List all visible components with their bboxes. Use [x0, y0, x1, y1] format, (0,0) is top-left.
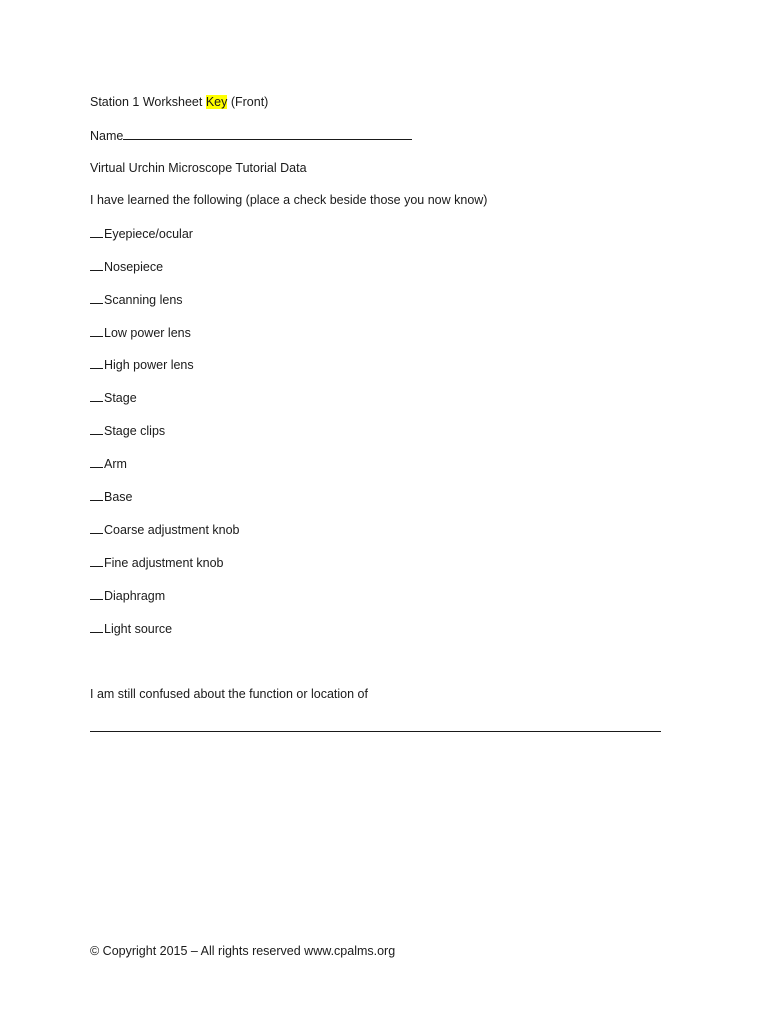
checklist-item [90, 521, 240, 538]
checklist-item [90, 389, 137, 406]
check-blank[interactable] [90, 455, 103, 468]
checklist-item-label: Stage clips [104, 424, 166, 438]
check-blank[interactable] [90, 389, 103, 402]
subtitle: Virtual Urchin Microscope Tutorial Data [90, 161, 307, 175]
checklist-item [90, 258, 163, 275]
checklist-item [90, 620, 172, 637]
checklist-item-label: Fine adjustment knob [104, 556, 224, 570]
check-blank[interactable] [90, 225, 103, 238]
checklist-item [90, 422, 165, 439]
check-blank[interactable] [90, 356, 103, 369]
checklist-item-label: Low power lens [104, 326, 191, 340]
checklist-item-label: Coarse adjustment knob [104, 523, 240, 537]
document-body [90, 0, 690, 1024]
checklist-item-label: Nosepiece [104, 260, 164, 274]
check-blank[interactable] [90, 554, 103, 567]
confused-answer-row [90, 719, 661, 736]
checklist-item [90, 225, 193, 242]
footer-copyright: © Copyright 2015 – All rights reserved www.cpalms.org [90, 944, 396, 958]
checklist-item [90, 324, 191, 341]
worksheet-title [90, 94, 268, 110]
check-blank[interactable] [90, 324, 103, 337]
check-blank[interactable] [90, 422, 103, 435]
checklist-item-label: Base [104, 490, 133, 504]
check-blank[interactable] [90, 291, 103, 304]
check-blank[interactable] [90, 587, 103, 600]
name-row [90, 127, 412, 144]
checklist-item-label: Stage [104, 391, 137, 405]
checklist-item-label: Arm [104, 457, 127, 471]
name-blank-line[interactable] [123, 127, 412, 140]
checklist-item [90, 291, 183, 308]
confused-prompt: I am still confused about the function or location of [90, 687, 368, 701]
checklist-item-label: Light source [104, 622, 173, 636]
check-blank[interactable] [90, 258, 103, 271]
title-prefix: Station 1 Worksheet [90, 95, 206, 109]
check-blank[interactable] [90, 620, 103, 633]
checklist-item [90, 356, 194, 373]
confused-answer-line[interactable] [90, 719, 661, 732]
checklist-item [90, 488, 133, 505]
title-suffix: (Front) [227, 95, 269, 109]
checklist-item-label: High power lens [104, 358, 194, 372]
checklist-item-label: Scanning lens [104, 293, 183, 307]
checklist-item [90, 587, 165, 604]
checklist-item-label: Eyepiece/ocular [104, 227, 193, 241]
instruction-text: I have learned the following (place a check beside those you now know) [90, 193, 488, 207]
check-blank[interactable] [90, 521, 103, 534]
checklist-item [90, 455, 127, 472]
checklist-item-label: Diaphragm [104, 589, 166, 603]
title-key-highlight: Key [205, 95, 228, 109]
name-label: Name [90, 129, 124, 143]
check-blank[interactable] [90, 488, 103, 501]
checklist-item [90, 554, 224, 571]
